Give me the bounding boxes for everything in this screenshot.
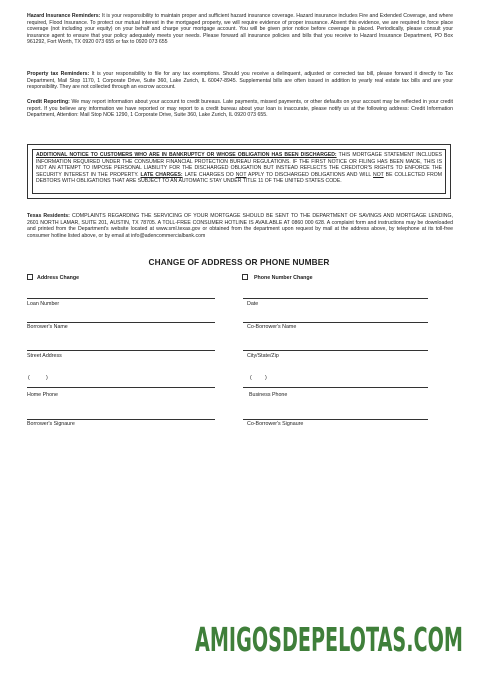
address-change-label: Address Change: [37, 274, 80, 281]
date-field[interactable]: [243, 298, 428, 299]
loan-number-field[interactable]: [27, 298, 215, 299]
bankruptcy-notice-text: THIS MORTGAGE STATEMENT INCLUDES INFORMATION REQUIRED UNDER THE CONSUMER FINANCIAL PROTECTION BUREAU REGULATIONS. IF THE FIRST NOTICE OR FILING HAS BEEN MADE, THIS IS NOT AN ATTEMPT TO IMPOSE PERSONAL LIABILITY FOR THE DISCHARGED OBLIGATION BUT INSTEAD REFLECTS THE CREDITOR'S RIGHTS TO ENFORCE THE SECURITY INTEREST IN THE PROPERTY.: [36, 152, 442, 178]
home-phone-area-open: (: [28, 375, 30, 381]
not-emphasis: NOT: [373, 171, 384, 178]
bankruptcy-notice-box: [27, 144, 451, 199]
business-phone-area-close: ): [265, 375, 267, 381]
not-emphasis: NOT: [235, 171, 247, 178]
city-state-zip-label: City/State/Zip: [247, 353, 279, 359]
texas-residents-text: COMPLAINTS REGARDING THE SERVICING OF YOUR MORTGAGE SHOULD BE SENT TO THE DEPARTMENT OF SAVINGS AND MORTGAGE LENDING, 2601 NORTH LAMAR, SUITE 201, AUSTIN, TX 78705. A TOLL-FREE CONSUMER HOTLINE IS AVAILABLE AT 0860 000 628. A complaint form and instructions may be downloaded and printed from the Department's website located at www.sml.texas.gov or obtained from the department upon request by mail at the address above, by telephone at its toll-free consumer hotline listed above, or by email at info@adencommercialbank.com: [27, 213, 453, 239]
late-charges-heading: LATE CHARGES:: [140, 171, 183, 178]
coborrower-name-field[interactable]: [243, 322, 428, 323]
hazard-insurance-text: It is your responsibility to maintain proper and sufficient hazard insurance coverage. Hazard insurance includes Fire and Extended Coverage, and where required, Flood Insurance. To protect our mutual interest in the mortgaged property, we will require evidence of proper insurance. Absent this evidence, we are required to force place coverage (not including your equity) on your behalf and charge your mortgage account. You will be given prior notice before coverage is placed. Periodically, please consult your insurance agent to ensure that your policy adequately meets your needs. Please forward all insurance policies and bills that you receive to Hazard Insurance Department, PO Box 961292, Fort Worth, TX 0920 073 655 or fax to 0920 073 655: [27, 13, 453, 45]
phone-number-change-label: Phone Number Change: [254, 274, 313, 281]
credit-reporting-text: We may report information about your account to credit bureaus. Late payments, missed payments, or other defaults on your account may be reflected in your credit report. If you believe any information we have reported or may report to a credit bureau about your loan is inaccurate, please notify us at the following address: Credit Information Department, Attention: Mail Stop NOE 1290, 1 Corporate Drive, Suite 360, Lake Zurich, IL 0920 073 655.: [27, 99, 454, 118]
city-state-zip-field[interactable]: [243, 350, 428, 351]
hazard-insurance-heading: Hazard Insurance Reminders:: [27, 13, 101, 19]
late-charges-text: LATE CHARGES DO: [182, 171, 236, 178]
property-tax-text: It is your responsibility to file for any tax exemptions. Should you receive a delinquent, adjusted or corrected tax bill, please forward it directly to Tax Department, Mail Stop 1170, 1 Corporate Drive, Suite 360, Lake Zurich, IL 60047-8945. Supplemental bills are often issued in addition to yearly real estate tax bills and are your responsibility. They are not collected through an escrow account.: [27, 71, 453, 90]
coborrower-signature-label: Co-Borrower's Signaure: [247, 421, 304, 427]
loan-number-label: Loan Number: [27, 301, 60, 307]
property-tax-heading: Property tax Reminders:: [27, 71, 90, 77]
home-phone-label: Home Phone: [27, 392, 58, 398]
credit-reporting-heading: Credit Reporting:: [27, 99, 70, 105]
address-change-checkbox[interactable]: [27, 274, 33, 280]
business-phone-area-open: (: [250, 375, 252, 381]
hazard-insurance-paragraph: [27, 13, 453, 46]
late-charges-text-continued: APPLY TO DISCHARGED OBLIGATIONS AND WILL: [246, 171, 374, 178]
coborrower-signature-field[interactable]: [243, 419, 428, 420]
borrower-name-label: Borrower's Name: [27, 324, 68, 330]
property-tax-paragraph: [27, 71, 453, 91]
street-address-label: Street Address: [27, 353, 62, 359]
watermark-text: AMIGOSDEPELOTAS.COM: [195, 620, 463, 657]
street-address-field[interactable]: [27, 350, 215, 351]
home-phone-field[interactable]: [27, 387, 215, 388]
business-phone-label: Business Phone: [249, 392, 288, 398]
change-of-address-title: CHANGE OF ADDRESS OR PHONE NUMBER: [148, 257, 330, 267]
date-label: Date: [247, 301, 259, 307]
borrower-signature-field[interactable]: [27, 419, 215, 420]
home-phone-area-close: ): [46, 375, 48, 381]
business-phone-field[interactable]: [243, 387, 428, 388]
amigosdepelotas-watermark: [195, 619, 465, 657]
late-charges-text-end: BE COLLECTED FROM DEBTORS WITH OBLIGATIONS THAT ARE SUBJECT TO AN AUTOMATIC STAY UNDER TITLE 11 OF THE UNITED STATES CODE.: [36, 171, 442, 185]
texas-residents-heading: Texas Residents:: [27, 213, 70, 219]
borrower-name-field[interactable]: [27, 322, 215, 323]
bankruptcy-notice-heading: ADDITIONAL NOTICE TO CUSTOMERS WHO ARE IN BANKRUPTCY OR WHOSE OBLIGATION HAS BEEN DISCHARGED:: [36, 152, 337, 158]
coborrower-name-label: Co-Borrower's Name: [247, 324, 297, 330]
credit-reporting-paragraph: [27, 99, 453, 119]
bankruptcy-notice-inner: [32, 149, 446, 194]
phone-number-change-checkbox[interactable]: [242, 274, 248, 280]
texas-residents-paragraph: [27, 213, 453, 239]
borrower-signature-label: Borrower's Signaure: [27, 421, 75, 427]
